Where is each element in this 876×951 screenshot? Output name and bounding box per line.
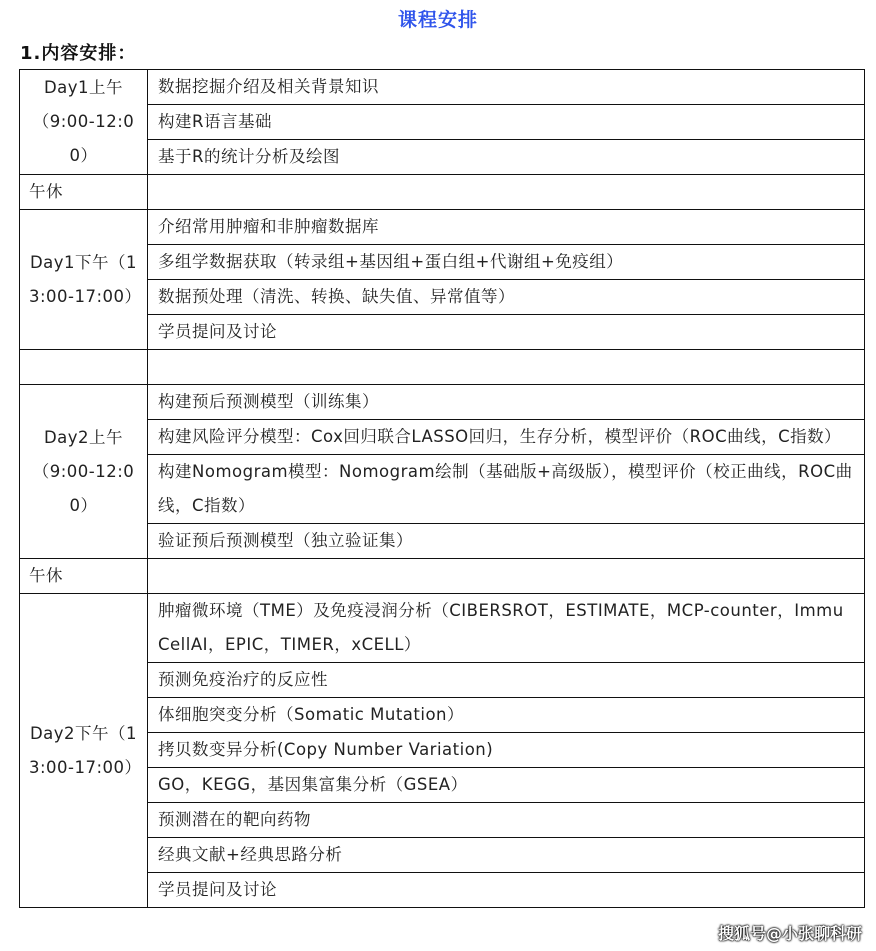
session-item: 构建预后预测模型（训练集） bbox=[148, 385, 865, 420]
session-item: 肿瘤微环境（TME）及免疫浸润分析（CIBERSROT，ESTIMATE，MCP-counter，ImmuCellAI，EPIC，TIMER，xCELL） bbox=[148, 594, 865, 663]
session-label: Day2下午（13:00-17:00） bbox=[20, 594, 148, 908]
table-row bbox=[20, 559, 865, 594]
session-item: GO，KEGG，基因集富集分析（GSEA） bbox=[148, 768, 865, 803]
section-heading: 1.内容安排： bbox=[20, 43, 137, 64]
session-label: 午休 bbox=[20, 559, 148, 594]
session-item bbox=[148, 175, 865, 210]
session-item: 基于R的统计分析及绘图 bbox=[148, 140, 865, 175]
table-row bbox=[20, 210, 865, 245]
session-item: 构建风险评分模型：Cox回归联合LASSO回归，生存分析，模型评价（ROC曲线，C指数） bbox=[148, 420, 865, 455]
session-item: 构建Nomogram模型：Nomogram绘制（基础版+高级版），模型评价（校正曲线，ROC曲线，C指数） bbox=[148, 455, 865, 524]
session-label: 午休 bbox=[20, 175, 148, 210]
page-title: 课程安排 bbox=[397, 9, 478, 31]
session-item: 拷贝数变异分析(Copy Number Variation) bbox=[148, 733, 865, 768]
table-row bbox=[20, 70, 865, 105]
table-row bbox=[20, 385, 865, 420]
session-item: 学员提问及讨论 bbox=[148, 315, 865, 350]
session-item bbox=[148, 559, 865, 594]
table-row bbox=[20, 350, 865, 385]
session-item: 介绍常用肿瘤和非肿瘤数据库 bbox=[148, 210, 865, 245]
session-label: Day2上午（9:00-12:00） bbox=[20, 385, 148, 559]
session-item: 验证预后预测模型（独立验证集） bbox=[148, 524, 865, 559]
session-label: Day1上午（9:00-12:00） bbox=[20, 70, 148, 175]
session-item: 预测潜在的靶向药物 bbox=[148, 803, 865, 838]
session-item: 体细胞突变分析（Somatic Mutation） bbox=[148, 698, 865, 733]
session-item: 构建R语言基础 bbox=[148, 105, 865, 140]
session-item: 经典文献+经典思路分析 bbox=[148, 838, 865, 873]
session-label bbox=[20, 350, 148, 385]
session-item: 多组学数据获取（转录组+基因组+蛋白组+代谢组+免疫组） bbox=[148, 245, 865, 280]
session-item bbox=[148, 350, 865, 385]
schedule-table bbox=[19, 69, 865, 908]
session-label: Day1下午（13:00-17:00） bbox=[20, 210, 148, 350]
table-row bbox=[20, 594, 865, 663]
session-item: 学员提问及讨论 bbox=[148, 873, 865, 908]
session-item: 预测免疫治疗的反应性 bbox=[148, 663, 865, 698]
table-row bbox=[20, 175, 865, 210]
session-item: 数据挖掘介绍及相关背景知识 bbox=[148, 70, 865, 105]
watermark: 搜狐号@小张聊科研 bbox=[717, 924, 862, 943]
session-item: 数据预处理（清洗、转换、缺失值、异常值等） bbox=[148, 280, 865, 315]
